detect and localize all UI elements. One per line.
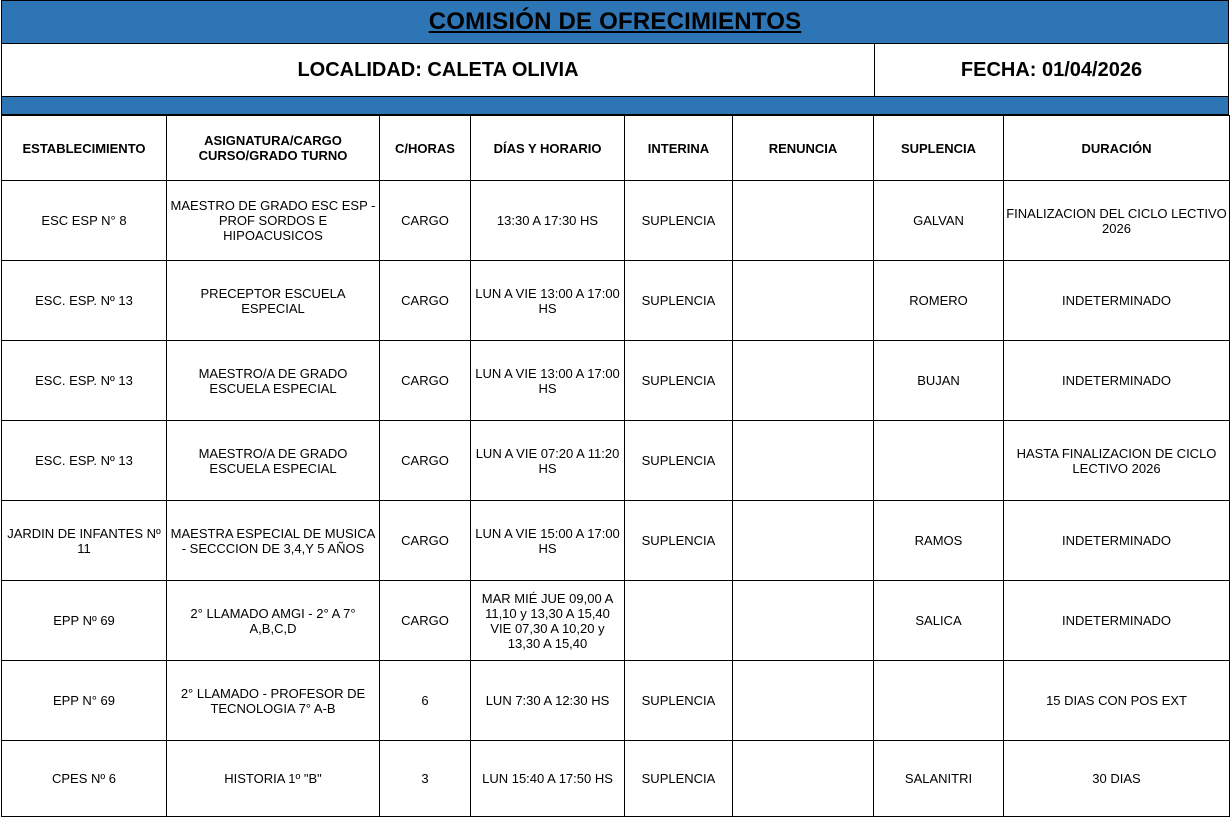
- cell-renuncia: [733, 501, 874, 581]
- cell-establecimiento: CPES Nº 6: [2, 741, 167, 817]
- cell-duracion: HASTA FINALIZACION DE CICLO LECTIVO 2026: [1004, 421, 1230, 501]
- cell-suplencia: ROMERO: [874, 261, 1004, 341]
- fecha-label: FECHA: 01/04/2026: [960, 58, 1143, 81]
- cell-dias: LUN A VIE 13:00 A 17:00 HS: [471, 261, 625, 341]
- cell-interina: SUPLENCIA: [625, 421, 733, 501]
- page-title: COMISIÓN DE OFRECIMIENTOS: [428, 8, 802, 35]
- localidad-label: LOCALIDAD: CALETA OLIVIA: [2, 44, 875, 96]
- cell-asignatura: MAESTRO/A DE GRADO ESCUELA ESPECIAL: [167, 421, 380, 501]
- col-header-asignatura-line2: CURSO/GRADO TURNO: [198, 148, 348, 163]
- cell-duracion: INDETERMINADO: [1004, 261, 1230, 341]
- cell-establecimiento: ESC. ESP. Nº 13: [2, 341, 167, 421]
- cell-renuncia: [733, 661, 874, 741]
- cell-interina: SUPLENCIA: [625, 341, 733, 421]
- table-row: [2, 581, 1230, 661]
- cell-interina: [625, 581, 733, 661]
- col-header-establecimiento: ESTABLECIMIENTO: [2, 116, 167, 181]
- cell-dias: LUN A VIE 07:20 A 11:20 HS: [471, 421, 625, 501]
- cell-suplencia: SALANITRI: [874, 741, 1004, 817]
- title-bar: [1, 0, 1229, 44]
- col-header-asignatura-line1: ASIGNATURA/CARGO: [204, 133, 342, 148]
- cell-establecimiento: ESC. ESP. Nº 13: [2, 261, 167, 341]
- cell-dias: 13:30 A 17:30 HS: [471, 181, 625, 261]
- table-header-row: [2, 116, 1230, 181]
- separator-strip: [1, 97, 1229, 115]
- cell-establecimiento: EPP N° 69: [2, 661, 167, 741]
- cell-choras: 3: [380, 741, 471, 817]
- cell-duracion: INDETERMINADO: [1004, 341, 1230, 421]
- cell-choras: 6: [380, 661, 471, 741]
- col-header-asignatura: [167, 116, 380, 181]
- cell-renuncia: [733, 581, 874, 661]
- cell-establecimiento: ESC. ESP. Nº 13: [2, 421, 167, 501]
- cell-asignatura: 2° LLAMADO - PROFESOR DE TECNOLOGIA 7° A-B: [167, 661, 380, 741]
- cell-interina: SUPLENCIA: [625, 181, 733, 261]
- cell-asignatura: PRECEPTOR ESCUELA ESPECIAL: [167, 261, 380, 341]
- cell-dias: LUN A VIE 15:00 A 17:00 HS: [471, 501, 625, 581]
- cell-dias: LUN A VIE 13:00 A 17:00 HS: [471, 341, 625, 421]
- cell-duracion: 30 DIAS: [1004, 741, 1230, 817]
- cell-interina: SUPLENCIA: [625, 661, 733, 741]
- cell-renuncia: [733, 261, 874, 341]
- cell-choras: CARGO: [380, 581, 471, 661]
- col-header-choras: C/HORAS: [380, 116, 471, 181]
- cell-duracion: INDETERMINADO: [1004, 581, 1230, 661]
- cell-interina: SUPLENCIA: [625, 261, 733, 341]
- cell-duracion: INDETERMINADO: [1004, 501, 1230, 581]
- cell-choras: CARGO: [380, 501, 471, 581]
- cell-duracion: 15 DIAS CON POS EXT: [1004, 661, 1230, 741]
- cell-dias: MAR MIÉ JUE 09,00 A 11,10 y 13,30 A 15,40 VIE 07,30 A 10,20 y 13,30 A 15,40: [471, 581, 625, 661]
- col-header-renuncia: RENUNCIA: [733, 116, 874, 181]
- cell-establecimiento: ESC ESP N° 8: [2, 181, 167, 261]
- table-row: [2, 181, 1230, 261]
- cell-renuncia: [733, 741, 874, 817]
- col-header-dias: DÍAS Y HORARIO: [471, 116, 625, 181]
- cell-asignatura: 2° LLAMADO AMGI - 2° A 7° A,B,C,D: [167, 581, 380, 661]
- cell-suplencia: [874, 661, 1004, 741]
- cell-establecimiento: JARDIN DE INFANTES Nº 11: [2, 501, 167, 581]
- table-row: [2, 501, 1230, 581]
- offers-sheet: [1, 0, 1229, 817]
- cell-choras: CARGO: [380, 261, 471, 341]
- cell-interina: SUPLENCIA: [625, 501, 733, 581]
- cell-suplencia: SALICA: [874, 581, 1004, 661]
- info-row: [1, 44, 1229, 97]
- col-header-suplencia: SUPLENCIA: [874, 116, 1004, 181]
- cell-renuncia: [733, 421, 874, 501]
- cell-asignatura: HISTORIA 1º "B": [167, 741, 380, 817]
- cell-asignatura: MAESTRO/A DE GRADO ESCUELA ESPECIAL: [167, 341, 380, 421]
- cell-choras: CARGO: [380, 421, 471, 501]
- cell-establecimiento: EPP Nº 69: [2, 581, 167, 661]
- table-row: [2, 741, 1230, 817]
- cell-choras: CARGO: [380, 341, 471, 421]
- cell-asignatura: MAESTRO DE GRADO ESC ESP - PROF SORDOS E HIPOACUSICOS: [167, 181, 380, 261]
- table-row: [2, 341, 1230, 421]
- cell-suplencia: GALVAN: [874, 181, 1004, 261]
- offers-table: [1, 115, 1230, 817]
- cell-dias: LUN 15:40 A 17:50 HS: [471, 741, 625, 817]
- table-row: [2, 661, 1230, 741]
- cell-duracion: FINALIZACION DEL CICLO LECTIVO 2026: [1004, 181, 1230, 261]
- cell-renuncia: [733, 181, 874, 261]
- cell-suplencia: [874, 421, 1004, 501]
- cell-choras: CARGO: [380, 181, 471, 261]
- col-header-interina: INTERINA: [625, 116, 733, 181]
- cell-renuncia: [733, 341, 874, 421]
- cell-asignatura: MAESTRA ESPECIAL DE MUSICA - SECCCION DE 3,4,Y 5 AÑOS: [167, 501, 380, 581]
- cell-suplencia: RAMOS: [874, 501, 1004, 581]
- table-row: [2, 261, 1230, 341]
- table-row: [2, 421, 1230, 501]
- cell-interina: SUPLENCIA: [625, 741, 733, 817]
- cell-suplencia: BUJAN: [874, 341, 1004, 421]
- col-header-duracion: DURACIÓN: [1004, 116, 1230, 181]
- cell-dias: LUN 7:30 A 12:30 HS: [471, 661, 625, 741]
